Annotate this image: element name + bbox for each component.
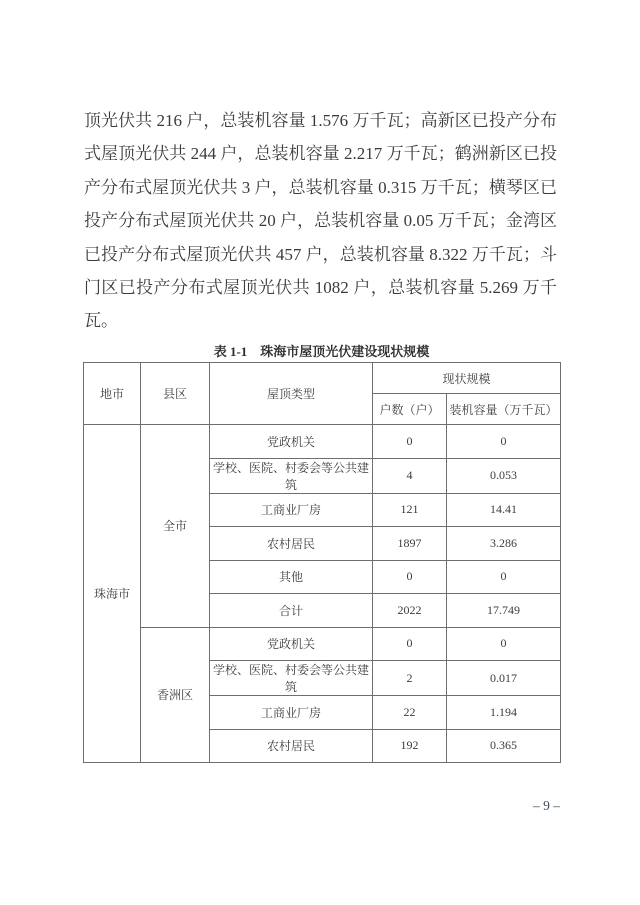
- cell-roof-type: 农村居民: [210, 527, 373, 561]
- county-cell: 全市: [141, 425, 210, 628]
- paragraph-line: 已投产分布式屋顶光伏共 457 户，总装机容量 8.322 万千瓦；斗: [84, 244, 557, 264]
- table-row: [84, 627, 561, 661]
- cell-households: 22: [373, 696, 447, 730]
- cell-capacity: 0: [447, 425, 561, 459]
- paragraph-line: 式屋顶光伏共 244 户，总装机容量 2.217 万千瓦；鹤洲新区已投: [84, 144, 557, 164]
- cell-capacity: 14.41: [447, 493, 561, 527]
- cell-households: 192: [373, 729, 447, 763]
- cell-capacity: 17.749: [447, 594, 561, 628]
- cell-households: 121: [373, 493, 447, 527]
- county-cell: 香洲区: [141, 627, 210, 763]
- cell-households: 0: [373, 627, 447, 661]
- page-number: – 9 –: [533, 798, 560, 813]
- cell-households: 1897: [373, 527, 447, 561]
- cell-roof-type: 党政机关: [210, 425, 373, 459]
- cell-roof-type: 学校、医院、村委会等公共建筑: [210, 458, 373, 493]
- cell-capacity: 0: [447, 627, 561, 661]
- cell-capacity: 0.017: [447, 661, 561, 696]
- header-city: 地市: [84, 363, 141, 425]
- table-row: [84, 425, 561, 459]
- paragraph-line: 产分布式屋顶光伏共 3 户，总装机容量 0.315 万千瓦；横琴区已: [84, 177, 557, 197]
- cell-capacity: 0.365: [447, 729, 561, 763]
- cell-roof-type: 其他: [210, 560, 373, 594]
- cell-roof-type: 合计: [210, 594, 373, 628]
- city-cell: 珠海市: [84, 425, 141, 763]
- paragraph-line: 顶光伏共 216 户，总装机容量 1.576 万千瓦；高新区已投产分布: [84, 111, 557, 130]
- cell-households: 0: [373, 560, 447, 594]
- paragraph-line: 门区已投产分布式屋顶光伏共 1082 户，总装机容量 5.269 万千: [84, 278, 557, 298]
- header-households: 户数（户）: [373, 394, 447, 425]
- paragraph-line: 投产分布式屋顶光伏共 20 户，总装机容量 0.05 万千瓦；金湾区: [84, 211, 557, 231]
- cell-roof-type: 农村居民: [210, 729, 373, 763]
- header-current-scale: 现状规模: [373, 363, 561, 394]
- table-title: 表 1-1 珠海市屋顶光伏建设现状规模: [213, 344, 430, 359]
- cell-roof-type: 工商业厂房: [210, 696, 373, 730]
- cell-households: 0: [373, 425, 447, 459]
- header-county: 县区: [141, 363, 210, 425]
- cell-roof-type: 学校、医院、村委会等公共建筑: [210, 661, 373, 696]
- body-paragraph: [84, 104, 557, 338]
- cell-roof-type: 党政机关: [210, 627, 373, 661]
- header-roof-type: 屋顶类型: [210, 363, 373, 425]
- pv-status-table: [83, 362, 561, 763]
- cell-roof-type: 工商业厂房: [210, 493, 373, 527]
- cell-households: 2: [373, 661, 447, 696]
- cell-capacity: 3.286: [447, 527, 561, 561]
- header-capacity: 装机容量（万千瓦）: [447, 394, 561, 425]
- paragraph-line: 瓦。: [84, 311, 118, 331]
- cell-households: 4: [373, 458, 447, 493]
- cell-capacity: 1.194: [447, 696, 561, 730]
- cell-capacity: 0: [447, 560, 561, 594]
- cell-capacity: 0.053: [447, 458, 561, 493]
- cell-households: 2022: [373, 594, 447, 628]
